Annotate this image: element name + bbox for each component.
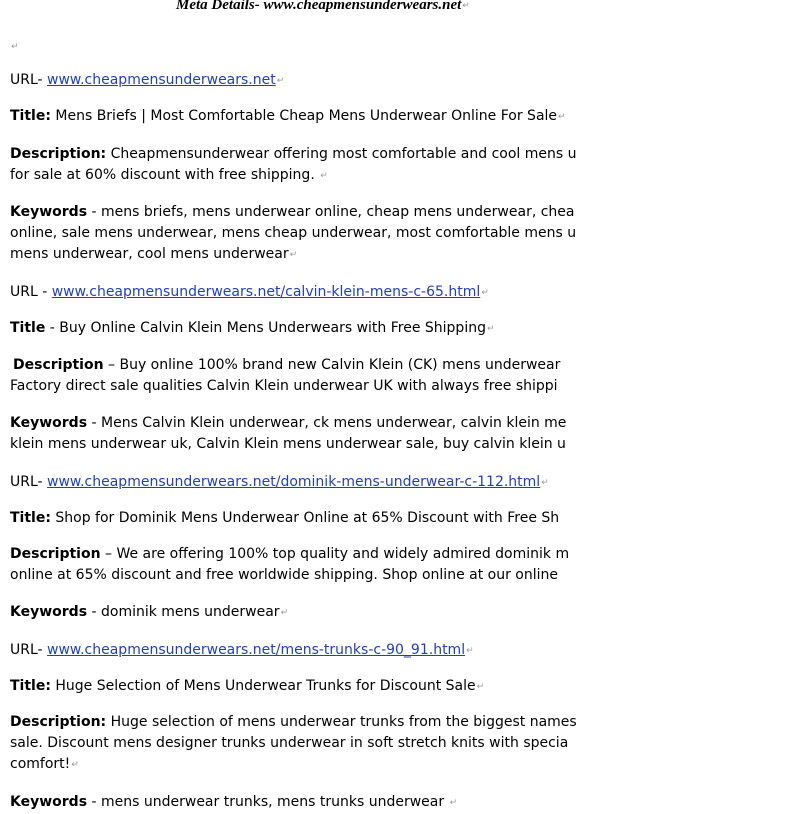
entry-keywords (10, 202, 576, 265)
description-line: – Buy online 100% brand new Calvin Klein (CK) mens underwear (103, 357, 561, 373)
entry-url (10, 472, 549, 494)
paragraph-mark: ↵ (289, 250, 298, 260)
entry-keywords (10, 413, 566, 455)
description-label: Description: (10, 714, 107, 730)
paragraph-mark: ↵ (541, 478, 549, 488)
paragraph-mark: ↵ (280, 608, 289, 618)
description-line: comfort! (10, 756, 71, 772)
title-label: Title (10, 320, 46, 336)
url-link[interactable]: www.cheapmensunderwears.net (47, 72, 276, 88)
paragraph-mark: ↵ (481, 288, 489, 298)
url-label: URL- (10, 474, 48, 490)
keywords-line: - dominik mens underwear (87, 604, 280, 620)
entry-description (10, 144, 576, 186)
description-line: Cheapmensunderwear offering most comfortable and cool mens u (106, 146, 577, 162)
entry-description (10, 712, 577, 775)
url-label: URL - (10, 284, 52, 300)
entry-keywords (10, 602, 288, 624)
paragraph-mark: ↵ (558, 112, 566, 122)
paragraph-mark: ↵ (462, 0, 470, 10)
paragraph-mark: ↵ (476, 682, 485, 692)
entry-description (10, 544, 569, 586)
keywords-line: mens underwear, cool mens underwear (10, 246, 289, 262)
entry-url (10, 282, 489, 304)
paragraph-mark: ↵ (466, 646, 474, 656)
description-line: Huge selection of mens underwear trunks from the biggest names (106, 714, 577, 730)
description-line: – We are offering 100% top quality and widely admired dominik m (100, 546, 570, 562)
keywords-label: Keywords (10, 204, 88, 220)
keywords-label: Keywords (10, 415, 88, 431)
heading-text: Meta Details- www.cheapmensunderwears.net (176, 0, 462, 13)
keywords-label: Keywords (10, 794, 88, 810)
title-text: Shop for Dominik Mens Underwear Online at 65% Discount with Free Sh (50, 510, 560, 526)
description-line: Factory direct sale qualities Calvin Klein underwear UK with always free shippi (10, 378, 558, 394)
entry-title (10, 106, 566, 128)
entry-keywords (10, 792, 457, 814)
document-heading (176, 0, 470, 14)
title-label: Title: (10, 108, 51, 124)
description-label: Description: (10, 146, 107, 162)
entry-title (10, 676, 484, 698)
description-line: online at 65% discount and free worldwide shipping. Shop online at our online (10, 567, 559, 583)
title-label: Title: (10, 510, 51, 526)
title-text: - Buy Online Calvin Klein Mens Underwears with Free Shipping (45, 320, 486, 336)
url-label: URL- (10, 72, 48, 88)
keywords-line: online, sale mens underwear, mens cheap underwear, most comfortable mens u (10, 225, 577, 241)
paragraph-mark: ↵ (320, 171, 328, 181)
description-line: sale. Discount mens designer trunks underwear in soft stretch knits with specia (10, 735, 569, 751)
title-text: Huge Selection of Mens Underwear Trunks for Discount Sale (50, 678, 476, 694)
url-label: URL- (10, 642, 48, 658)
paragraph-mark: ↵ (449, 798, 458, 808)
keywords-line: - mens briefs, mens underwear online, cheap mens underwear, chea (87, 204, 575, 220)
paragraph-mark: ↵ (276, 76, 285, 86)
url-link[interactable]: www.cheapmensunderwears.net/dominik-mens-underwear-c-112.html (47, 474, 541, 490)
entry-title (10, 318, 495, 340)
entry-description (10, 355, 561, 397)
entry-title (10, 508, 559, 529)
paragraph-mark: ↵ (71, 760, 79, 770)
description-line: for sale at 60% discount with free shipping. (10, 167, 320, 183)
url-link[interactable]: www.cheapmensunderwears.net/mens-trunks-c-90_91.html (47, 642, 466, 658)
entry-url (10, 640, 474, 662)
keywords-line: - mens underwear trunks, mens trunks underwear (87, 794, 449, 810)
url-link[interactable]: www.cheapmensunderwears.net/calvin-klein-mens-c-65.html (51, 284, 481, 300)
title-label: Title: (10, 678, 51, 694)
keywords-line: - Mens Calvin Klein underwear, ck mens underwear, calvin klein me (87, 415, 567, 431)
description-label: Description (10, 546, 101, 562)
entry-url (10, 70, 284, 92)
title-text: Mens Briefs | Most Comfortable Cheap Mens Underwear Online For Sale (50, 108, 558, 124)
description-label: Description (13, 357, 104, 373)
keywords-label: Keywords (10, 604, 88, 620)
paragraph-mark: ↵ (486, 324, 495, 334)
empty-paragraph (10, 36, 19, 58)
paragraph-mark: ↵ (11, 42, 19, 52)
keywords-line: klein mens underwear uk, Calvin Klein mens underwear sale, buy calvin klein u (10, 436, 566, 452)
